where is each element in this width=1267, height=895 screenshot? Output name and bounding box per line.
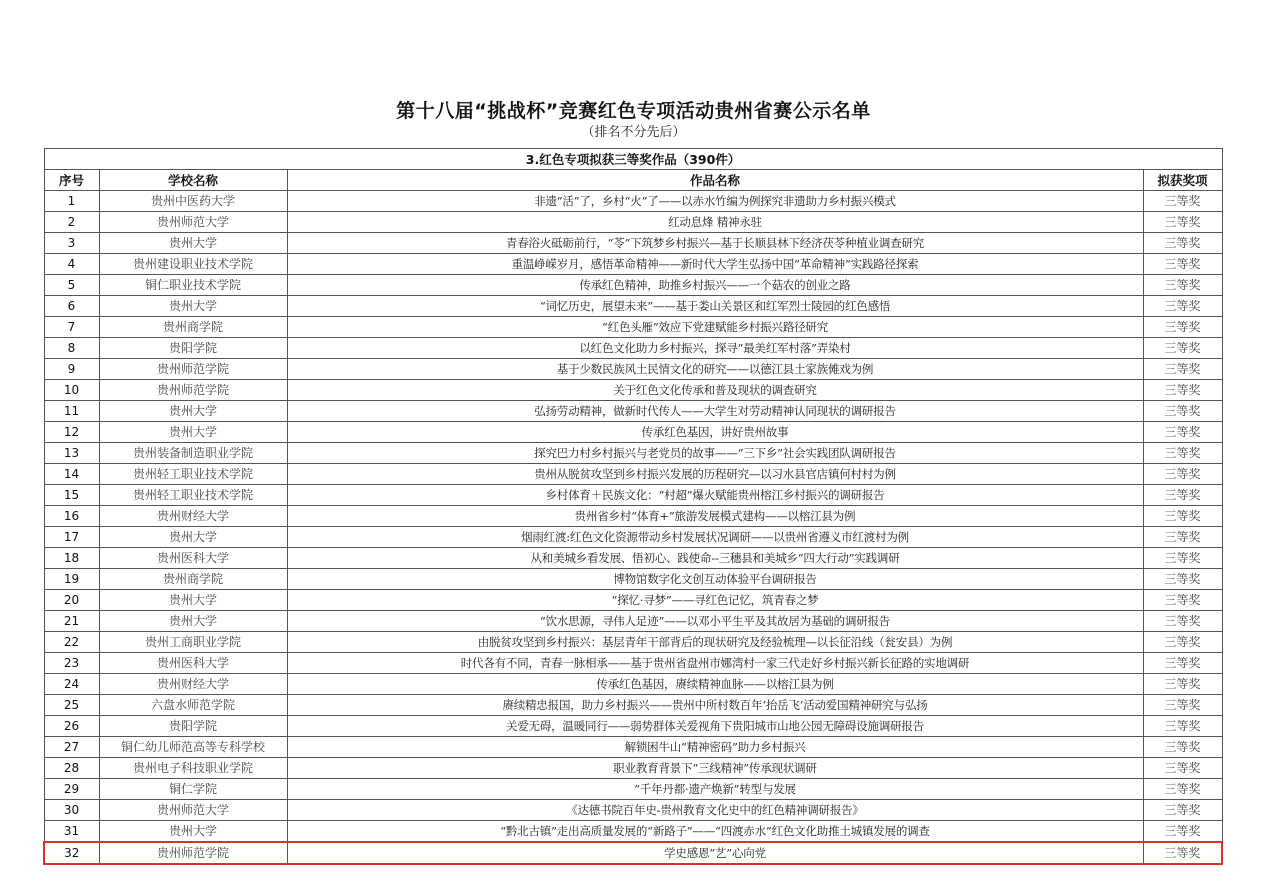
cell-school: 贵州大学 <box>99 590 287 611</box>
cell-school: 贵州大学 <box>99 821 287 843</box>
column-header-row <box>44 170 1222 191</box>
cell-school: 铜仁职业技术学院 <box>99 275 287 296</box>
cell-award: 三等奖 <box>1143 191 1222 212</box>
cell-school: 贵州建设职业技术学院 <box>99 254 287 275</box>
cell-award: 三等奖 <box>1143 233 1222 254</box>
section-header-row <box>44 149 1222 170</box>
cell-work: 关于红色文化传承和普及现状的调查研究 <box>287 380 1143 401</box>
table-row <box>44 275 1222 296</box>
table-row <box>44 569 1222 590</box>
table-row <box>44 212 1222 233</box>
cell-award: 三等奖 <box>1143 317 1222 338</box>
cell-award: 三等奖 <box>1143 737 1222 758</box>
cell-work: “词忆历史，展望未来”——基于娄山关景区和红军烈士陵园的红色感悟 <box>287 296 1143 317</box>
cell-award: 三等奖 <box>1143 422 1222 443</box>
table-body <box>44 191 1222 865</box>
cell-school: 贵阳学院 <box>99 338 287 359</box>
cell-school: 贵州师范大学 <box>99 212 287 233</box>
cell-no: 11 <box>44 401 99 422</box>
cell-no: 23 <box>44 653 99 674</box>
table-row <box>44 401 1222 422</box>
cell-no: 26 <box>44 716 99 737</box>
column-header-school: 学校名称 <box>99 170 287 191</box>
cell-no: 27 <box>44 737 99 758</box>
cell-work: 探究巴力村乡村振兴与老党员的故事——“三下乡”社会实践团队调研报告 <box>287 443 1143 464</box>
cell-school: 贵阳学院 <box>99 716 287 737</box>
table-row <box>44 485 1222 506</box>
cell-award: 三等奖 <box>1143 758 1222 779</box>
cell-no: 1 <box>44 191 99 212</box>
cell-award: 三等奖 <box>1143 716 1222 737</box>
cell-work: 解锁困牛山“精神密码”助力乡村振兴 <box>287 737 1143 758</box>
cell-school: 贵州大学 <box>99 422 287 443</box>
cell-work: 非遗“活”了，乡村“火”了——以赤水竹编为例探究非遗助力乡村振兴模式 <box>287 191 1143 212</box>
cell-school: 贵州大学 <box>99 527 287 548</box>
cell-work: 烟雨红渡:红色文化资源带动乡村发展状况调研——以贵州省遵义市红渡村为例 <box>287 527 1143 548</box>
column-header-work: 作品名称 <box>287 170 1143 191</box>
column-header-award: 拟获奖项 <box>1143 170 1222 191</box>
table-row <box>44 653 1222 674</box>
table-row <box>44 590 1222 611</box>
cell-no: 6 <box>44 296 99 317</box>
cell-work: 重温峥嵘岁月，感悟革命精神——新时代大学生弘扬中国“革命精神”实践路径探索 <box>287 254 1143 275</box>
cell-work: 博物馆数字化文创互动体验平台调研报告 <box>287 569 1143 590</box>
cell-work: “探忆·寻梦”——寻红色记忆，筑青春之梦 <box>287 590 1143 611</box>
cell-school: 六盘水师范学院 <box>99 695 287 716</box>
cell-work: 传承红色基因，讲好贵州故事 <box>287 422 1143 443</box>
cell-work: 青春浴火砥砺前行，“苓”下筑梦乡村振兴—基于长顺县林下经济茯苓种植业调查研究 <box>287 233 1143 254</box>
cell-no: 29 <box>44 779 99 800</box>
cell-school: 贵州轻工职业技术学院 <box>99 464 287 485</box>
table-row <box>44 548 1222 569</box>
section-title: 3.红色专项拟获三等奖作品（390件） <box>44 149 1222 170</box>
table-row <box>44 821 1222 843</box>
cell-school: 贵州大学 <box>99 233 287 254</box>
cell-school: 贵州大学 <box>99 296 287 317</box>
cell-no: 20 <box>44 590 99 611</box>
cell-award: 三等奖 <box>1143 695 1222 716</box>
cell-work: “黔北古镇”走出高质量发展的“新路子”——“四渡赤水”红色文化助推土城镇发展的调查 <box>287 821 1143 843</box>
table-row <box>44 674 1222 695</box>
cell-no: 21 <box>44 611 99 632</box>
cell-school: 贵州商学院 <box>99 317 287 338</box>
table-row-highlighted <box>44 842 1222 864</box>
cell-school: 贵州师范学院 <box>99 842 287 864</box>
page-subtitle: （排名不分先后） <box>581 125 686 140</box>
award-table <box>43 148 1223 865</box>
cell-award: 三等奖 <box>1143 443 1222 464</box>
cell-school: 贵州师范学院 <box>99 380 287 401</box>
cell-work: 红动息烽 精神永驻 <box>287 212 1143 233</box>
cell-work: 以红色文化助力乡村振兴，探寻“最美红军村落”弄染村 <box>287 338 1143 359</box>
cell-work: 时代各有不同，青春一脉相承——基于贵州省盘州市娜湾村一家三代走好乡村振兴新长征路的实地调研 <box>287 653 1143 674</box>
cell-no: 28 <box>44 758 99 779</box>
cell-no: 2 <box>44 212 99 233</box>
cell-award: 三等奖 <box>1143 800 1222 821</box>
cell-no: 10 <box>44 380 99 401</box>
cell-work: 基于少数民族风土民情文化的研究——以德江县土家族傩戏为例 <box>287 359 1143 380</box>
cell-award: 三等奖 <box>1143 401 1222 422</box>
cell-school: 贵州商学院 <box>99 569 287 590</box>
cell-award: 三等奖 <box>1143 254 1222 275</box>
cell-award: 三等奖 <box>1143 590 1222 611</box>
table-row <box>44 695 1222 716</box>
cell-school: 贵州医科大学 <box>99 653 287 674</box>
table-row <box>44 506 1222 527</box>
table-row <box>44 422 1222 443</box>
cell-award: 三等奖 <box>1143 569 1222 590</box>
cell-no: 12 <box>44 422 99 443</box>
cell-work: 关爱无碍，温暖同行——弱势群体关爱视角下贵阳城市山地公园无障碍设施调研报告 <box>287 716 1143 737</box>
cell-school: 贵州财经大学 <box>99 506 287 527</box>
cell-work: 由脱贫攻坚到乡村振兴：基层青年干部背后的现状研究及经验梳理—以长征沿线（瓮安县）为例 <box>287 632 1143 653</box>
cell-school: 贵州师范学院 <box>99 359 287 380</box>
cell-no: 13 <box>44 443 99 464</box>
cell-award: 三等奖 <box>1143 842 1222 864</box>
cell-work: 从和美城乡看发展、悟初心、践使命--三穗县和美城乡“四大行动”实践调研 <box>287 548 1143 569</box>
cell-no: 18 <box>44 548 99 569</box>
cell-work: 职业教育背景下“三线精神”传承现状调研 <box>287 758 1143 779</box>
cell-work: 《达德书院百年史-贵州教育文化史中的红色精神调研报告》 <box>287 800 1143 821</box>
table-row <box>44 632 1222 653</box>
cell-award: 三等奖 <box>1143 338 1222 359</box>
cell-work: 学史感恩“艺”心向党 <box>287 842 1143 864</box>
table-row <box>44 758 1222 779</box>
cell-award: 三等奖 <box>1143 296 1222 317</box>
cell-no: 4 <box>44 254 99 275</box>
cell-work: 乡村体育＋民族文化：“村超”爆火赋能贵州榕江乡村振兴的调研报告 <box>287 485 1143 506</box>
cell-school: 贵州大学 <box>99 401 287 422</box>
cell-award: 三等奖 <box>1143 653 1222 674</box>
cell-school: 贵州电子科技职业学院 <box>99 758 287 779</box>
table-row <box>44 527 1222 548</box>
table-row <box>44 464 1222 485</box>
page-title: 第十八届“挑战杯”竞赛红色专项活动贵州省赛公示名单 <box>396 100 871 122</box>
cell-work: 弘扬劳动精神，做新时代传人——大学生对劳动精神认同现状的调研报告 <box>287 401 1143 422</box>
table-row <box>44 254 1222 275</box>
cell-award: 三等奖 <box>1143 212 1222 233</box>
cell-no: 25 <box>44 695 99 716</box>
cell-award: 三等奖 <box>1143 380 1222 401</box>
cell-award: 三等奖 <box>1143 275 1222 296</box>
cell-award: 三等奖 <box>1143 485 1222 506</box>
table-row <box>44 611 1222 632</box>
cell-school: 贵州工商职业学院 <box>99 632 287 653</box>
cell-no: 5 <box>44 275 99 296</box>
cell-school: 贵州中医药大学 <box>99 191 287 212</box>
cell-award: 三等奖 <box>1143 674 1222 695</box>
table-row <box>44 779 1222 800</box>
cell-school: 贵州装备制造职业学院 <box>99 443 287 464</box>
cell-school: 铜仁学院 <box>99 779 287 800</box>
cell-work: “千年丹都·遗产焕新”转型与发展 <box>287 779 1143 800</box>
cell-award: 三等奖 <box>1143 359 1222 380</box>
cell-award: 三等奖 <box>1143 632 1222 653</box>
cell-work: 贵州从脱贫攻坚到乡村振兴发展的历程研究—以习水县官店镇何村村为例 <box>287 464 1143 485</box>
cell-school: 贵州医科大学 <box>99 548 287 569</box>
cell-no: 14 <box>44 464 99 485</box>
column-header-no: 序号 <box>44 170 99 191</box>
cell-no: 17 <box>44 527 99 548</box>
table-row <box>44 233 1222 254</box>
cell-award: 三等奖 <box>1143 548 1222 569</box>
table-row <box>44 443 1222 464</box>
table-row <box>44 800 1222 821</box>
cell-award: 三等奖 <box>1143 527 1222 548</box>
cell-no: 32 <box>44 842 99 864</box>
cell-no: 22 <box>44 632 99 653</box>
cell-award: 三等奖 <box>1143 464 1222 485</box>
cell-no: 31 <box>44 821 99 843</box>
cell-no: 9 <box>44 359 99 380</box>
cell-award: 三等奖 <box>1143 779 1222 800</box>
cell-work: 传承红色基因，赓续精神血脉——以榕江县为例 <box>287 674 1143 695</box>
cell-school: 贵州财经大学 <box>99 674 287 695</box>
cell-no: 16 <box>44 506 99 527</box>
table-row <box>44 737 1222 758</box>
cell-work: 传承红色精神，助推乡村振兴——一个菇农的创业之路 <box>287 275 1143 296</box>
cell-school: 铜仁幼儿师范高等专科学校 <box>99 737 287 758</box>
cell-school: 贵州师范大学 <box>99 800 287 821</box>
cell-school: 贵州大学 <box>99 611 287 632</box>
cell-work: “饮水思源，寻伟人足迹”——以邓小平生平及其故居为基础的调研报告 <box>287 611 1143 632</box>
cell-award: 三等奖 <box>1143 506 1222 527</box>
table-row <box>44 380 1222 401</box>
cell-award: 三等奖 <box>1143 821 1222 843</box>
cell-no: 19 <box>44 569 99 590</box>
table-row <box>44 338 1222 359</box>
cell-award: 三等奖 <box>1143 611 1222 632</box>
cell-work: “红色头雁”效应下党建赋能乡村振兴路径研究 <box>287 317 1143 338</box>
table-row <box>44 191 1222 212</box>
cell-school: 贵州轻工职业技术学院 <box>99 485 287 506</box>
cell-no: 15 <box>44 485 99 506</box>
table-row <box>44 716 1222 737</box>
table-row <box>44 317 1222 338</box>
cell-no: 8 <box>44 338 99 359</box>
table-row <box>44 359 1222 380</box>
cell-no: 7 <box>44 317 99 338</box>
cell-work: 赓续精忠报国，助力乡村振兴——贵州中所村数百年‘抬岳飞’活动爱国精神研究与弘扬 <box>287 695 1143 716</box>
cell-work: 贵州省乡村“体育+”旅游发展模式建构——以榕江县为例 <box>287 506 1143 527</box>
cell-no: 3 <box>44 233 99 254</box>
cell-no: 24 <box>44 674 99 695</box>
cell-no: 30 <box>44 800 99 821</box>
table-row <box>44 296 1222 317</box>
